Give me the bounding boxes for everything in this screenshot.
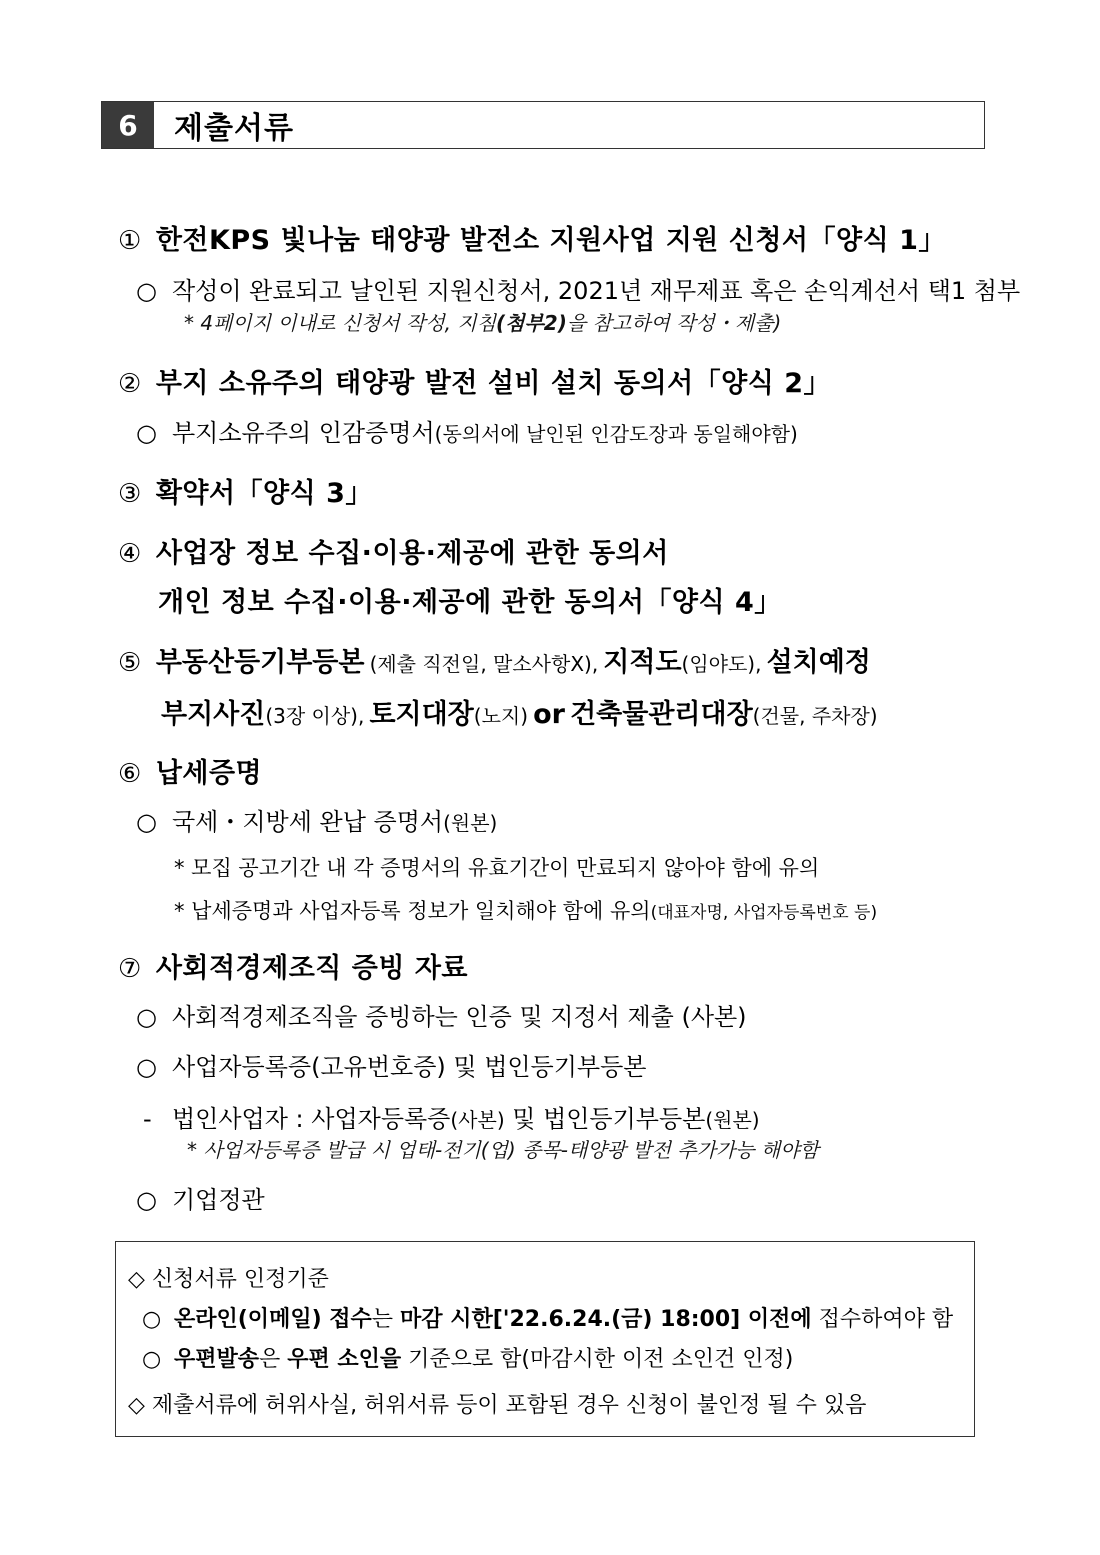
item-5-f-paren: (건물, 주차장) (752, 704, 878, 728)
box-line-1 (142, 1302, 953, 1333)
item-6-text-small: (원본) (443, 811, 498, 835)
bullet-circle: ○ (136, 808, 157, 836)
section-number: 6 (102, 102, 154, 148)
item-1-note-a: * 4페이지 이내로 신청서 작성, 지침 (184, 311, 497, 335)
box-last-text: 제출서류에 허위사실, 허위서류 등이 포함된 경우 신청이 불인정 될 수 있음 (151, 1393, 867, 1418)
item-1-note-b: (첨부2) (496, 311, 567, 335)
diamond-icon: ◇ (128, 1267, 145, 1292)
bullet-circle: ○ (142, 1347, 162, 1372)
bullet-circle: ○ (136, 419, 157, 447)
item-1-bullet-line (136, 271, 1020, 306)
item-1-note (184, 307, 781, 336)
item-1-marker: ① (118, 226, 142, 256)
box-l2-c: 우편 소인을 (287, 1347, 402, 1372)
item-5-b: 지적도 (603, 647, 682, 678)
item-5-e-paren: (노지) (473, 704, 529, 728)
item-1-text: 작성이 완료되고 날인된 지원신청서, 2021년 재무제표 혹은 손익계선서 택1 첨부 (172, 277, 1021, 305)
item-2-text-small: (동의서에 날인된 인감도장과 동일해야함) (434, 422, 798, 446)
item-6-note-1: * 모집 공고기간 내 각 증명서의 유효기간이 만료되지 않아야 함에 유의 (174, 856, 820, 880)
item-5-a-paren: (제출 직전일, 말소사항X), (369, 652, 599, 676)
item-1-title: 한전KPS 빛나눔 태양광 발전소 지원사업 지원 신청서「양식 1」 (155, 225, 946, 256)
item-7-b1: 사회적경제조직을 증빙하는 인증 및 지정서 제출 (사본) (172, 1003, 747, 1031)
item-7-dash-line (143, 1099, 760, 1134)
item-6-marker: ⑥ (118, 759, 142, 789)
box-l1-a: 온라인(이메일) 접수 (174, 1307, 372, 1332)
item-4-marker: ④ (118, 539, 142, 569)
item-5-d-paren: (3장 이상), (265, 704, 365, 728)
box-l2-a: 우편발송 (174, 1347, 260, 1372)
item-6-note-2-text: * 납세증명과 사업자등록 정보가 일치해야 함에 유의 (174, 899, 651, 923)
item-6-note-2 (174, 895, 877, 925)
section-title: 제출서류 (174, 111, 294, 146)
diamond-icon: ◇ (128, 1393, 145, 1418)
item-4-title-2: 개인 정보 수집·이용·제공에 관한 동의서「양식 4」 (158, 587, 782, 618)
box-line-2 (142, 1342, 793, 1373)
item-5-line-2 (161, 692, 878, 731)
item-2-title: 부지 소유주의 태양광 발전 설비 설치 동의서「양식 2」 (155, 368, 832, 399)
item-7-marker: ⑦ (118, 954, 142, 984)
item-3-marker: ③ (118, 479, 142, 509)
item-5-b-paren: (임야도), (681, 652, 762, 676)
bullet-circle: ○ (136, 1053, 157, 1081)
item-6-note-2-small: (대표자명, 사업자등록번호 등) (650, 903, 878, 923)
item-7-note: * 사업자등록증 발급 시 업태-전기(업) 종목-태양광 발전 추가가능 해야함 (187, 1138, 819, 1162)
item-5-a: 부동산등기부등본 (155, 647, 365, 678)
item-5-marker: ⑤ (118, 648, 142, 678)
bullet-circle: ○ (136, 277, 157, 305)
item-3-title: 확약서「양식 3」 (155, 478, 373, 509)
item-7-d1-small-2: (원본) (705, 1108, 760, 1132)
item-2-marker: ② (118, 369, 142, 399)
item-7-d1-small-1: (사본) (450, 1108, 505, 1132)
item-6-bullet-line (136, 802, 497, 837)
item-7-b3: 기업정관 (172, 1186, 265, 1214)
item-5-d: 부지사진 (161, 699, 266, 730)
item-2-heading (118, 361, 831, 400)
item-3-heading (118, 471, 373, 510)
item-7-heading (118, 946, 468, 985)
item-4-title-1: 사업장 정보 수집·이용·제공에 관한 동의서 (155, 538, 669, 569)
item-7-bullet-2 (136, 1047, 646, 1082)
item-5-c: 설치예정 (766, 647, 871, 678)
bullet-circle: ○ (136, 1003, 157, 1031)
item-6-text: 국세・지방세 완납 증명서 (172, 808, 444, 836)
box-l2-d: 기준으로 함(마감시한 이전 소인건 인정) (401, 1347, 794, 1372)
box-l1-c: 마감 시한['22.6.24.(금) 18:00] 이전에 (400, 1307, 812, 1332)
item-5-f: 건축물관리대장 (570, 699, 753, 730)
item-4-heading (118, 531, 669, 570)
box-title: 신청서류 인정기준 (151, 1267, 329, 1292)
item-7-bullet-3 (136, 1180, 265, 1215)
dash-marker: - (143, 1105, 152, 1133)
box-l2-b: 은 (259, 1347, 288, 1372)
bullet-circle: ○ (142, 1307, 162, 1332)
item-7-bullet-1 (136, 997, 747, 1032)
item-5-or: or (533, 699, 565, 730)
item-7-b2: 사업자등록증(고유번호증) 및 법인등기부등본 (172, 1053, 647, 1081)
box-last-line (128, 1388, 866, 1419)
box-title-line (128, 1262, 329, 1293)
item-1-heading (118, 218, 946, 257)
bullet-circle: ○ (136, 1186, 157, 1214)
item-7-d1: 법인사업자 : 사업자등록증 (172, 1105, 451, 1133)
section-header (101, 101, 985, 149)
item-1-note-c: 을 참고하여 작성・제출) (566, 311, 782, 335)
box-l1-d: 접수하여야 함 (811, 1307, 954, 1332)
item-2-text: 부지소유주의 인감증명서 (172, 419, 435, 447)
item-6-heading (118, 751, 262, 790)
box-l1-b: 는 (371, 1307, 401, 1332)
item-7-title: 사회적경제조직 증빙 자료 (155, 953, 469, 984)
notice-box (115, 1241, 975, 1437)
item-5-e: 토지대장 (369, 699, 474, 730)
item-5-line-1 (118, 640, 871, 679)
item-2-bullet-line (136, 413, 798, 448)
item-6-title: 납세증명 (155, 758, 263, 789)
item-7-d1-mid: 및 법인등기부등본 (504, 1105, 706, 1133)
